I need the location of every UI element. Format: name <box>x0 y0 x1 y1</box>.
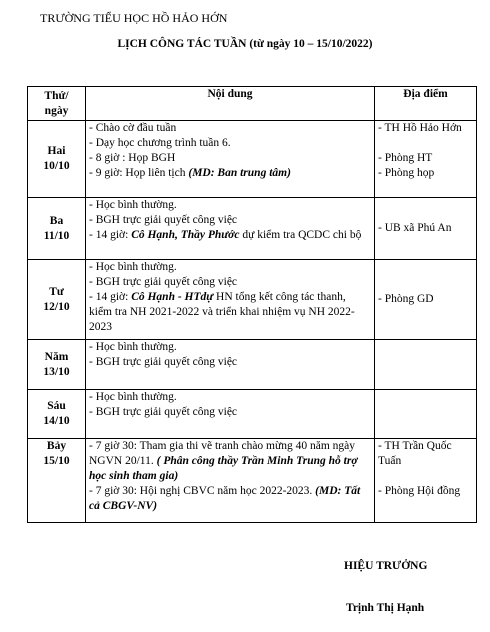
place-cell: - TH Hồ Hảo Hớn - Phòng HT - Phòng họp <box>375 121 477 198</box>
content-cell: - Học bình thường. - BGH trực giải quyết công việc - 14 giờ: Cô Hạnh - HTdự HN tổng kết công tác thanh, kiểm tra NH 2021-2022 và triển khai nhiệm vụ NH 2022-2023 <box>86 260 375 340</box>
day-cell: Hai 10/10 <box>28 121 86 198</box>
table-row <box>28 260 477 340</box>
col-header-content: Nội dung <box>86 87 375 121</box>
content-cell: - Học bình thường. - BGH trực giải quyết công việc - 14 giờ: Cô Hạnh, Thầy Phước dự kiểm tra QCDC chi bộ <box>86 198 375 260</box>
day-cell: Sáu 14/10 <box>28 390 86 439</box>
table-row <box>28 198 477 260</box>
place-cell <box>375 340 477 390</box>
school-name: TRƯỜNG TIỂU HỌC HỒ HẢO HỚN <box>40 11 228 25</box>
col-header-place: Địa điểm <box>375 87 477 121</box>
table-header-row <box>28 87 477 121</box>
content-cell: - Học bình thường. - BGH trực giải quyết công việc <box>86 340 375 390</box>
signature-name: Trịnh Thị Hạnh <box>346 602 425 614</box>
content-cell: - 7 giờ 30: Tham gia thi vẽ tranh chào mừng 40 năm ngày NGVN 20/11. ( Phân công thầy Trần Minh Trung hỗ trợ học sinh tham gia) - 7 giờ 30: Hội nghị CBVC năm học 2022-2023. (MD: Tất cả CBGV-NV) <box>86 439 375 523</box>
day-cell: Năm 13/10 <box>28 340 86 390</box>
day-cell: Bảy 15/10 <box>28 439 86 523</box>
table-row <box>28 390 477 439</box>
place-cell: - UB xã Phú An <box>375 198 477 260</box>
table-row <box>28 340 477 390</box>
place-cell: - Phòng GD <box>375 260 477 340</box>
signature-role: HIỆU TRƯỞNG <box>344 560 428 572</box>
day-cell: Tư 12/10 <box>28 260 86 340</box>
schedule-table <box>27 86 477 523</box>
place-cell <box>375 390 477 439</box>
table-row <box>28 121 477 198</box>
content-cell: - Học bình thường. - BGH trực giải quyết công việc <box>86 390 375 439</box>
page-title: LỊCH CÔNG TÁC TUẦN (từ ngày 10 – 15/10/2022) <box>117 38 373 50</box>
table-row <box>28 439 477 523</box>
day-cell: Ba 11/10 <box>28 198 86 260</box>
place-cell: - TH Trần Quốc Tuấn - Phòng Hội đồng <box>375 439 477 523</box>
content-cell: - Chào cờ đầu tuần - Dạy học chương trình tuần 6. - 8 giờ : Họp BGH - 9 giờ: Họp liên tịch (MD: Ban trung tâm) <box>86 121 375 198</box>
col-header-day: Thứ/ ngày <box>28 87 86 121</box>
